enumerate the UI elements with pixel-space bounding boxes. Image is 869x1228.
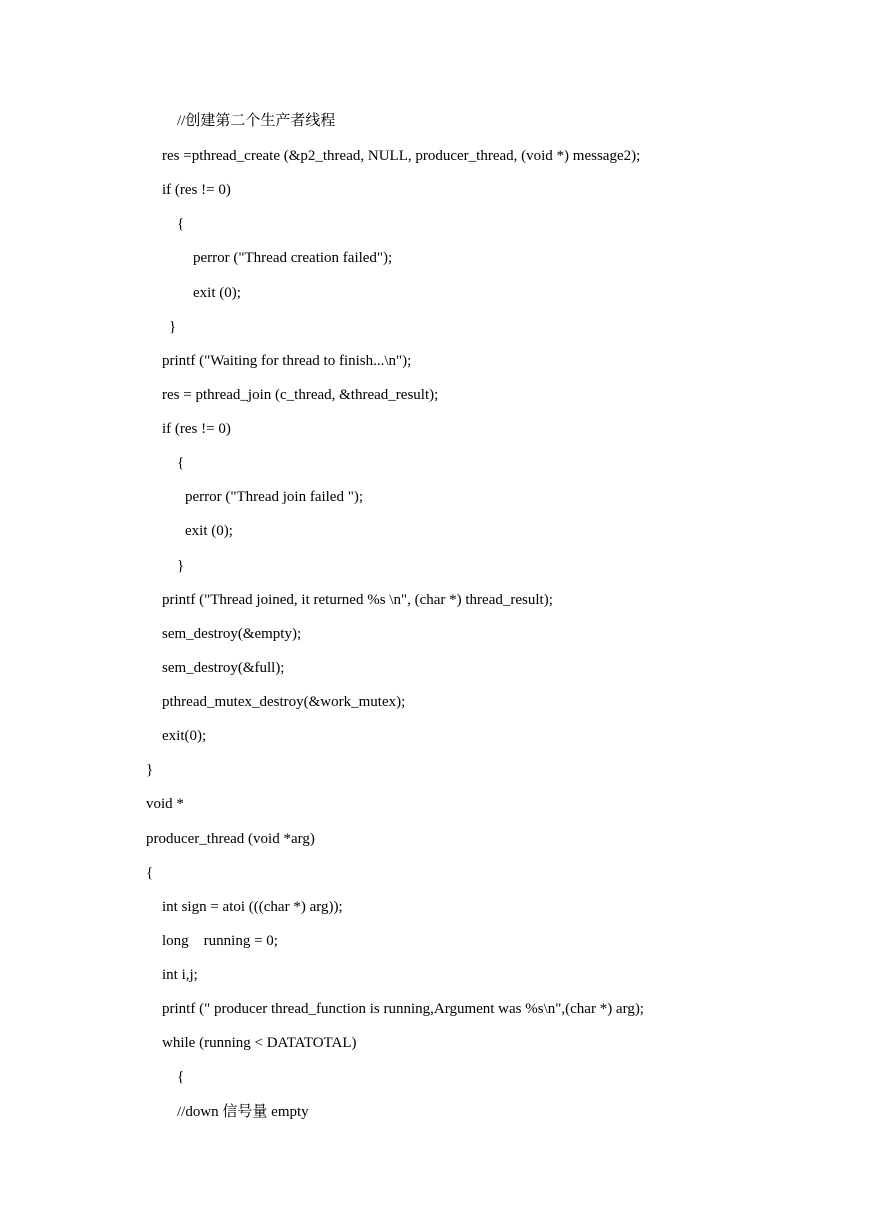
code-line: exit (0); [185,523,233,539]
code-brace: { [177,1069,185,1085]
code-line: perror ("Thread creation failed"); [193,250,393,266]
code-line: int i,j; [162,967,198,983]
code-line: if (res != 0) [162,421,231,437]
code-line: sem_destroy(&full); [162,660,285,676]
code-line: exit (0); [193,285,241,301]
code-line: sem_destroy(&empty); [162,626,302,642]
code-brace: { [146,865,154,881]
code-line: printf (" producer thread_function is running,Argument was %s\n",(char *) arg); [162,1001,644,1017]
code-brace: { [177,455,185,471]
code-line: res =pthread_create (&p2_thread, NULL, producer_thread, (void *) message2); [162,148,641,164]
code-comment: //down 信号量 empty [177,1104,309,1120]
code-line: exit(0); [162,728,207,744]
code-line: perror ("Thread join failed "); [185,489,364,505]
code-brace: } [146,762,154,778]
code-line: printf ("Waiting for thread to finish...\n"); [162,353,412,369]
code-line: res = pthread_join (c_thread, &thread_result); [162,387,439,403]
code-line: if (res != 0) [162,182,231,198]
code-comment: //创建第二个生产者线程 [177,113,336,129]
code-line: void * [146,796,184,812]
code-line: pthread_mutex_destroy(&work_mutex); [162,694,406,710]
code-line: while (running < DATATOTAL) [162,1035,357,1051]
code-line: producer_thread (void *arg) [146,831,315,847]
code-brace: } [169,319,177,335]
code-brace: { [177,216,185,232]
code-line: long running = 0; [162,933,278,949]
code-line: printf ("Thread joined, it returned %s \n", (char *) thread_result); [162,592,553,608]
code-line: int sign = atoi (((char *) arg)); [162,899,343,915]
code-brace: } [177,558,185,574]
